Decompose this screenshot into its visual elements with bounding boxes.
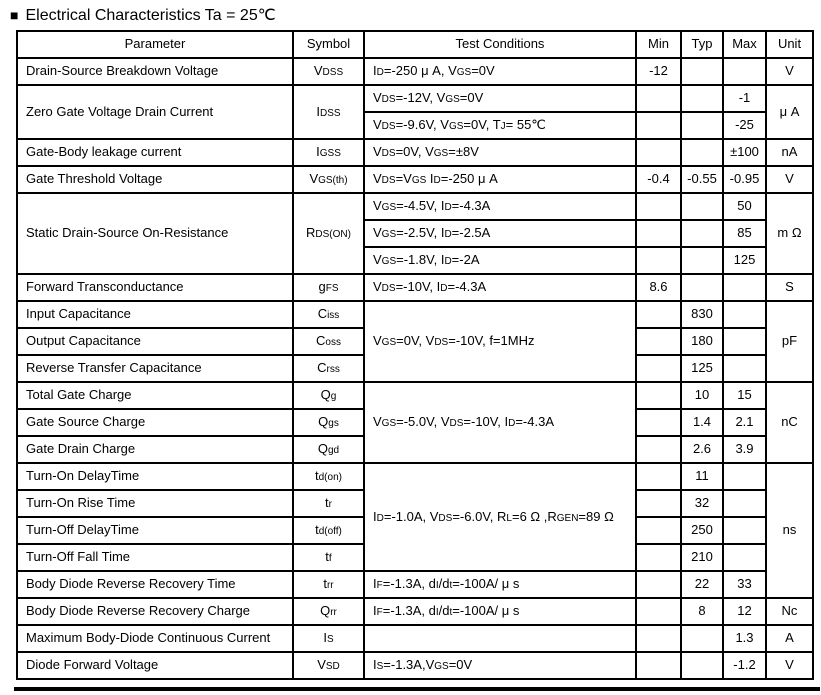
unit-cell: nA xyxy=(766,139,813,166)
column-header-test-conditions: Test Conditions xyxy=(364,31,636,58)
unit-cell: nC xyxy=(766,382,813,463)
table-row xyxy=(17,58,813,85)
typ-cell xyxy=(681,139,723,166)
max-cell xyxy=(723,328,766,355)
section-title-text: Electrical Characteristics Ta = 25℃ xyxy=(25,7,276,24)
typ-cell: 10 xyxy=(681,382,723,409)
symbol-cell: Coss xyxy=(293,328,364,355)
unit-cell: V xyxy=(766,652,813,679)
typ-cell xyxy=(681,58,723,85)
symbol-cell: Qgd xyxy=(293,436,364,463)
min-cell xyxy=(636,355,681,382)
typ-cell: 125 xyxy=(681,355,723,382)
max-cell xyxy=(723,274,766,301)
min-cell xyxy=(636,85,681,112)
max-cell: 50 xyxy=(723,193,766,220)
column-header-max: Max xyxy=(723,31,766,58)
min-cell xyxy=(636,544,681,571)
table-row xyxy=(17,85,813,112)
max-cell: 2.1 xyxy=(723,409,766,436)
max-cell: -0.95 xyxy=(723,166,766,193)
unit-cell: ns xyxy=(766,463,813,598)
condition-cell xyxy=(364,625,636,652)
min-cell xyxy=(636,220,681,247)
condition-cell: ID=-1.0A, VDS=-6.0V, RL=6 Ω ,RGEN=89 Ω xyxy=(364,463,636,571)
condition-cell: VGS=0V, VDS=-10V, f=1MHz xyxy=(364,301,636,382)
param-cell: Maximum Body-Diode Continuous Current xyxy=(17,625,293,652)
typ-cell: 180 xyxy=(681,328,723,355)
typ-cell xyxy=(681,274,723,301)
symbol-cell: VGS(th) xyxy=(293,166,364,193)
column-header-typ: Typ xyxy=(681,31,723,58)
section-bullet-icon: ■ xyxy=(10,7,19,23)
typ-cell: -0.55 xyxy=(681,166,723,193)
param-cell: Gate Source Charge xyxy=(17,409,293,436)
symbol-cell: tf xyxy=(293,544,364,571)
max-cell xyxy=(723,490,766,517)
symbol-cell: IS xyxy=(293,625,364,652)
min-cell xyxy=(636,625,681,652)
min-cell xyxy=(636,328,681,355)
condition-cell: VGS=-5.0V, VDS=-10V, ID=-4.3A xyxy=(364,382,636,463)
min-cell: -0.4 xyxy=(636,166,681,193)
param-cell: Static Drain-Source On-Resistance xyxy=(17,193,293,274)
typ-cell: 22 xyxy=(681,571,723,598)
symbol-cell: Ciss xyxy=(293,301,364,328)
min-cell xyxy=(636,193,681,220)
table-row xyxy=(17,274,813,301)
symbol-cell: Qg xyxy=(293,382,364,409)
param-cell: Zero Gate Voltage Drain Current xyxy=(17,85,293,139)
condition-cell: VGS=-1.8V, ID=-2A xyxy=(364,247,636,274)
max-cell xyxy=(723,463,766,490)
min-cell: -12 xyxy=(636,58,681,85)
typ-cell xyxy=(681,220,723,247)
typ-cell xyxy=(681,85,723,112)
symbol-cell: Qgs xyxy=(293,409,364,436)
max-cell: 15 xyxy=(723,382,766,409)
param-cell: Total Gate Charge xyxy=(17,382,293,409)
min-cell xyxy=(636,247,681,274)
condition-cell: IF=-1.3A, dI/dt=-100A/ μ s xyxy=(364,598,636,625)
min-cell xyxy=(636,463,681,490)
typ-cell: 2.6 xyxy=(681,436,723,463)
min-cell xyxy=(636,517,681,544)
condition-cell: VDS=-9.6V, VGS=0V, TJ= 55℃ xyxy=(364,112,636,139)
param-cell: Body Diode Reverse Recovery Charge xyxy=(17,598,293,625)
symbol-cell: IGSS xyxy=(293,139,364,166)
max-cell: -1.2 xyxy=(723,652,766,679)
symbol-cell: trr xyxy=(293,571,364,598)
param-cell: Turn-On Rise Time xyxy=(17,490,293,517)
symbol-cell: Qrr xyxy=(293,598,364,625)
table-row xyxy=(17,652,813,679)
typ-cell xyxy=(681,652,723,679)
table-row xyxy=(17,301,813,328)
min-cell xyxy=(636,409,681,436)
unit-cell: S xyxy=(766,274,813,301)
condition-cell: IF=-1.3A, dI/dt=-100A/ μ s xyxy=(364,571,636,598)
max-cell xyxy=(723,301,766,328)
param-cell: Turn-Off Fall Time xyxy=(17,544,293,571)
symbol-cell: VSD xyxy=(293,652,364,679)
max-cell: 125 xyxy=(723,247,766,274)
condition-cell: ID=-250 μ A, VGS=0V xyxy=(364,58,636,85)
footer-divider xyxy=(14,687,820,691)
typ-cell: 32 xyxy=(681,490,723,517)
symbol-cell: td(off) xyxy=(293,517,364,544)
unit-cell: V xyxy=(766,166,813,193)
param-cell: Output Capacitance xyxy=(17,328,293,355)
table-row xyxy=(17,139,813,166)
column-header-parameter: Parameter xyxy=(17,31,293,58)
param-cell: Turn-Off DelayTime xyxy=(17,517,293,544)
condition-cell: VDS=-10V, ID=-4.3A xyxy=(364,274,636,301)
param-cell: Input Capacitance xyxy=(17,301,293,328)
unit-cell: V xyxy=(766,58,813,85)
min-cell xyxy=(636,652,681,679)
symbol-cell: IDSS xyxy=(293,85,364,139)
min-cell xyxy=(636,571,681,598)
symbol-cell: tr xyxy=(293,490,364,517)
typ-cell xyxy=(681,193,723,220)
param-cell: Gate-Body leakage current xyxy=(17,139,293,166)
condition-cell: VGS=-4.5V, ID=-4.3A xyxy=(364,193,636,220)
max-cell: 3.9 xyxy=(723,436,766,463)
symbol-cell: gFS xyxy=(293,274,364,301)
header-row xyxy=(17,31,813,58)
symbol-cell: Crss xyxy=(293,355,364,382)
max-cell: 12 xyxy=(723,598,766,625)
table-row xyxy=(17,382,813,409)
max-cell xyxy=(723,544,766,571)
max-cell: 85 xyxy=(723,220,766,247)
condition-cell: VDS=0V, VGS=±8V xyxy=(364,139,636,166)
typ-cell: 210 xyxy=(681,544,723,571)
max-cell: -25 xyxy=(723,112,766,139)
condition-cell: VGS=-2.5V, ID=-2.5A xyxy=(364,220,636,247)
unit-cell: m Ω xyxy=(766,193,813,274)
unit-cell: pF xyxy=(766,301,813,382)
max-cell xyxy=(723,58,766,85)
section-title xyxy=(10,5,276,25)
typ-cell: 1.4 xyxy=(681,409,723,436)
table-row xyxy=(17,166,813,193)
param-cell: Gate Threshold Voltage xyxy=(17,166,293,193)
param-cell: Drain-Source Breakdown Voltage xyxy=(17,58,293,85)
typ-cell xyxy=(681,625,723,652)
min-cell xyxy=(636,139,681,166)
column-header-unit: Unit xyxy=(766,31,813,58)
min-cell: 8.6 xyxy=(636,274,681,301)
column-header-symbol: Symbol xyxy=(293,31,364,58)
param-cell: Gate Drain Charge xyxy=(17,436,293,463)
max-cell: -1 xyxy=(723,85,766,112)
typ-cell: 11 xyxy=(681,463,723,490)
column-header-min: Min xyxy=(636,31,681,58)
max-cell: 1.3 xyxy=(723,625,766,652)
symbol-cell: td(on) xyxy=(293,463,364,490)
unit-cell: A xyxy=(766,625,813,652)
condition-cell: VDS=-12V, VGS=0V xyxy=(364,85,636,112)
table-body xyxy=(17,58,813,679)
table-row xyxy=(17,571,813,598)
condition-cell: VDS=VGS ID=-250 μ A xyxy=(364,166,636,193)
typ-cell: 8 xyxy=(681,598,723,625)
electrical-characteristics-table xyxy=(16,30,814,680)
min-cell xyxy=(636,598,681,625)
symbol-cell: VDSS xyxy=(293,58,364,85)
param-cell: Reverse Transfer Capacitance xyxy=(17,355,293,382)
typ-cell: 830 xyxy=(681,301,723,328)
typ-cell xyxy=(681,247,723,274)
unit-cell: μ A xyxy=(766,85,813,139)
condition-cell: IS=-1.3A,VGS=0V xyxy=(364,652,636,679)
typ-cell: 250 xyxy=(681,517,723,544)
unit-cell: Nc xyxy=(766,598,813,625)
table-row xyxy=(17,193,813,220)
max-cell: ±100 xyxy=(723,139,766,166)
table-row xyxy=(17,463,813,490)
min-cell xyxy=(636,112,681,139)
min-cell xyxy=(636,436,681,463)
max-cell: 33 xyxy=(723,571,766,598)
table-row xyxy=(17,625,813,652)
min-cell xyxy=(636,490,681,517)
min-cell xyxy=(636,382,681,409)
max-cell xyxy=(723,355,766,382)
param-cell: Forward Transconductance xyxy=(17,274,293,301)
param-cell: Diode Forward Voltage xyxy=(17,652,293,679)
min-cell xyxy=(636,301,681,328)
symbol-cell: RDS(ON) xyxy=(293,193,364,274)
table-row xyxy=(17,598,813,625)
typ-cell xyxy=(681,112,723,139)
max-cell xyxy=(723,517,766,544)
param-cell: Body Diode Reverse Recovery Time xyxy=(17,571,293,598)
param-cell: Turn-On DelayTime xyxy=(17,463,293,490)
